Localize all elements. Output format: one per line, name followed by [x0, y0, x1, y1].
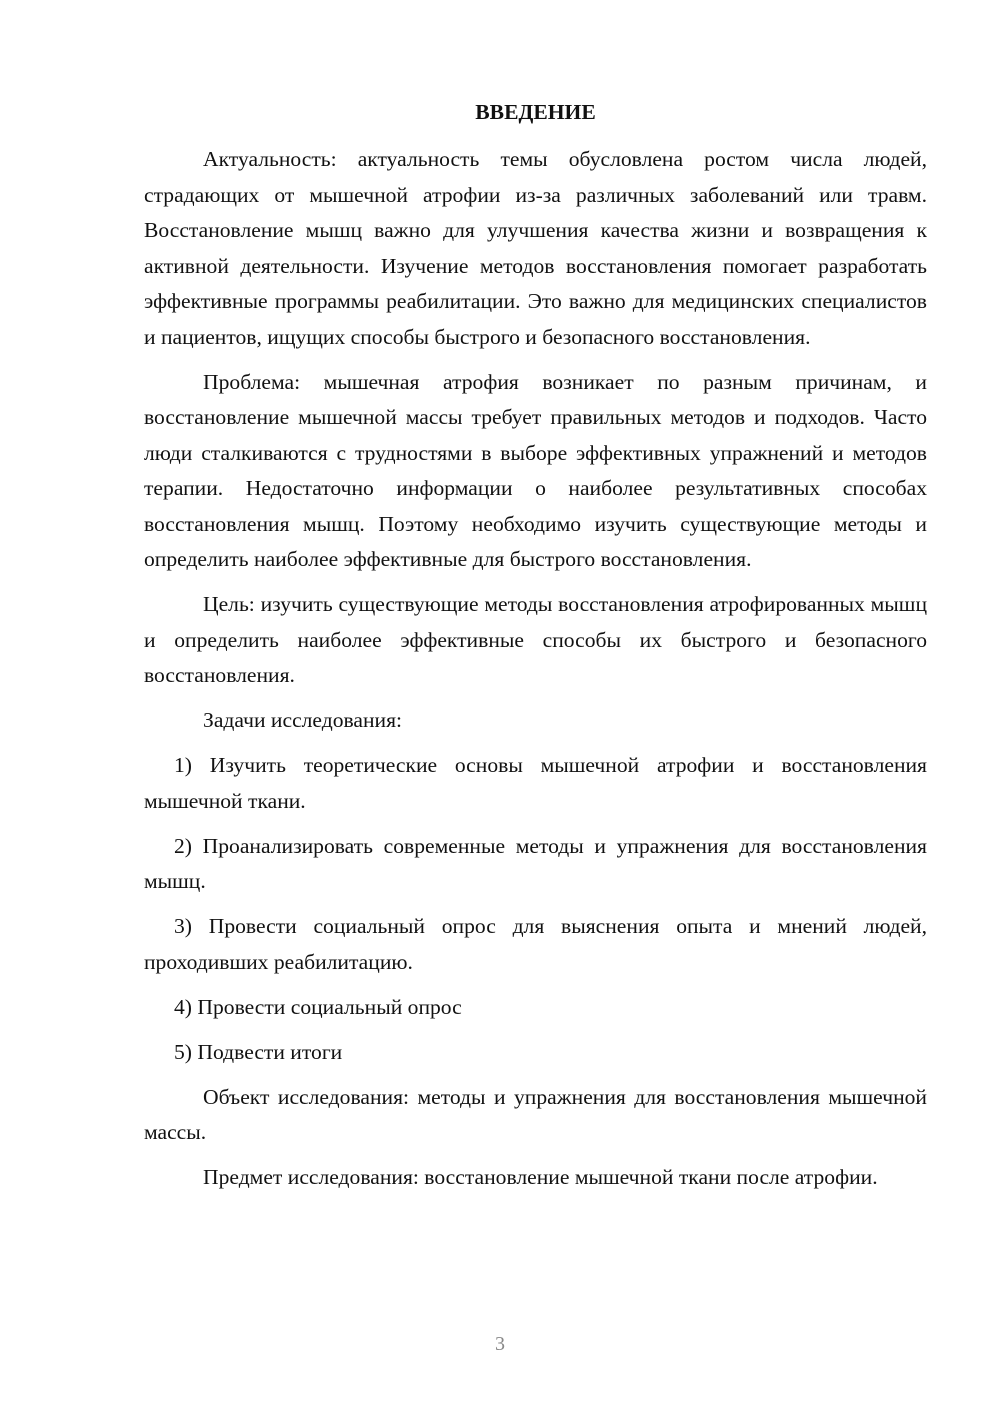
tasks-heading: Задачи исследования: [203, 708, 403, 732]
task-item: 3) Провести социальный опрос для выяснения опыта и мнений людей, проходивших реабилитацию. [144, 914, 927, 974]
task-item: 1) Изучить теоретические основы мышечной атрофии и восстановления мышечной ткани. [144, 753, 927, 813]
task-item: 5) Подвести итоги [174, 1039, 343, 1064]
page-content [144, 95, 927, 1205]
problem-paragraph: Проблема: мышечная атрофия возникает по разным причинам, и восстановление мышечной массы требует правильных методов и подходов. Часто люди сталкиваются с трудностями в выборе эффективных упражнений и методов терапии. Недостаточно информации о наиболее результативных способах восстановления мышц. Поэтому необходимо изучить существующие методы и определить наиболее эффективные для быстрого восстановления. [144, 369, 927, 571]
subject-paragraph: Предмет исследования: восстановление мышечной ткани после атрофии. [203, 1165, 878, 1189]
relevance-paragraph: Актуальность: актуальность темы обусловлена ростом числа людей, страдающих от мышечной атрофии из-за различных заболеваний или травм. Восстановление мышц важно для улучшения качества жизни и возвращения к активной деятельности. Изучение методов восстановления помогает разработать эффективные программы реабилитации. Это важно для медицинских специалистов и пациентов, ищущих способы быстрого и безопасного восстановления. [144, 147, 927, 349]
section-title: ВВЕДЕНИЕ [475, 100, 596, 124]
task-item: 4) Провести социальный опрос [174, 994, 462, 1019]
goal-paragraph: Цель: изучить существующие методы восстановления атрофированных мышц и определить наиболее эффективные способы их быстрого и безопасного восстановления. [144, 592, 927, 687]
task-item: 2) Проанализировать современные методы и упражнения для восстановления мышц. [144, 833, 927, 893]
page-number: 3 [495, 1333, 505, 1355]
object-paragraph: Объект исследования: методы и упражнения для восстановления мышечной массы. [144, 1084, 927, 1144]
